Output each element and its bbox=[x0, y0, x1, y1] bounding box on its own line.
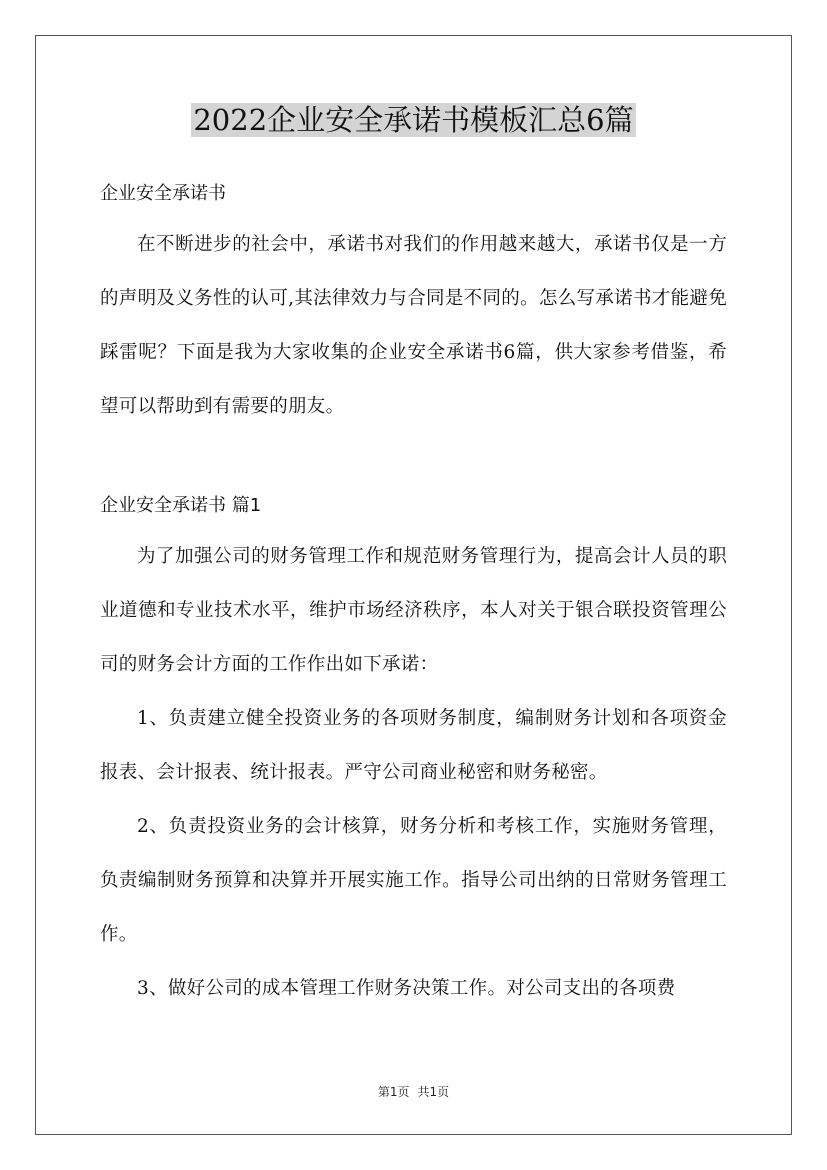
document-body bbox=[100, 170, 727, 1016]
section1-paragraph-4: 3、做好公司的成本管理工作财务决策工作。对公司支出的各项费 bbox=[137, 978, 676, 999]
section1-paragraph-2: 1、负责建立健全投资业务的各项财务制度，编制财务计划和各项资金报表、会计报表、统计报表。严守公司商业秘密和财务秘密。 bbox=[100, 708, 727, 783]
document-title-text: 2022企业安全承诺书模板汇总6篇 bbox=[193, 103, 634, 137]
page-number: 第1页 bbox=[377, 1085, 410, 1099]
section1-paragraph-3: 2、负责投资业务的会计核算，财务分析和考核工作，实施财务管理，负责编制财务预算和决算并开展实施工作。指导公司出纳的日常财务管理工作。 bbox=[100, 816, 727, 945]
page-total: 共1页 bbox=[417, 1085, 450, 1099]
page-footer bbox=[0, 1083, 827, 1100]
section1-heading: 企业安全承诺书 篇1 bbox=[100, 495, 262, 516]
intro-paragraph: 在不断进步的社会中，承诺书对我们的作用越来越大，承诺书仅是一方的声明及义务性的认可,其法律效力与合同是不同的。怎么写承诺书才能避免踩雷呢？下面是我为大家收集的企业安全承诺书6篇，供大家参考借鉴，希望可以帮助到有需要的朋友。 bbox=[100, 234, 727, 417]
intro-heading: 企业安全承诺书 bbox=[100, 183, 226, 204]
document-title bbox=[0, 100, 827, 140]
section1-paragraph-1: 为了加强公司的财务管理工作和规范财务管理行为，提高会计人员的职业道德和专业技术水平，维护市场经济秩序，本人对关于银合联投资管理公司的财务会计方面的工作作出如下承诺： bbox=[100, 546, 727, 675]
section-spacer bbox=[100, 434, 727, 482]
